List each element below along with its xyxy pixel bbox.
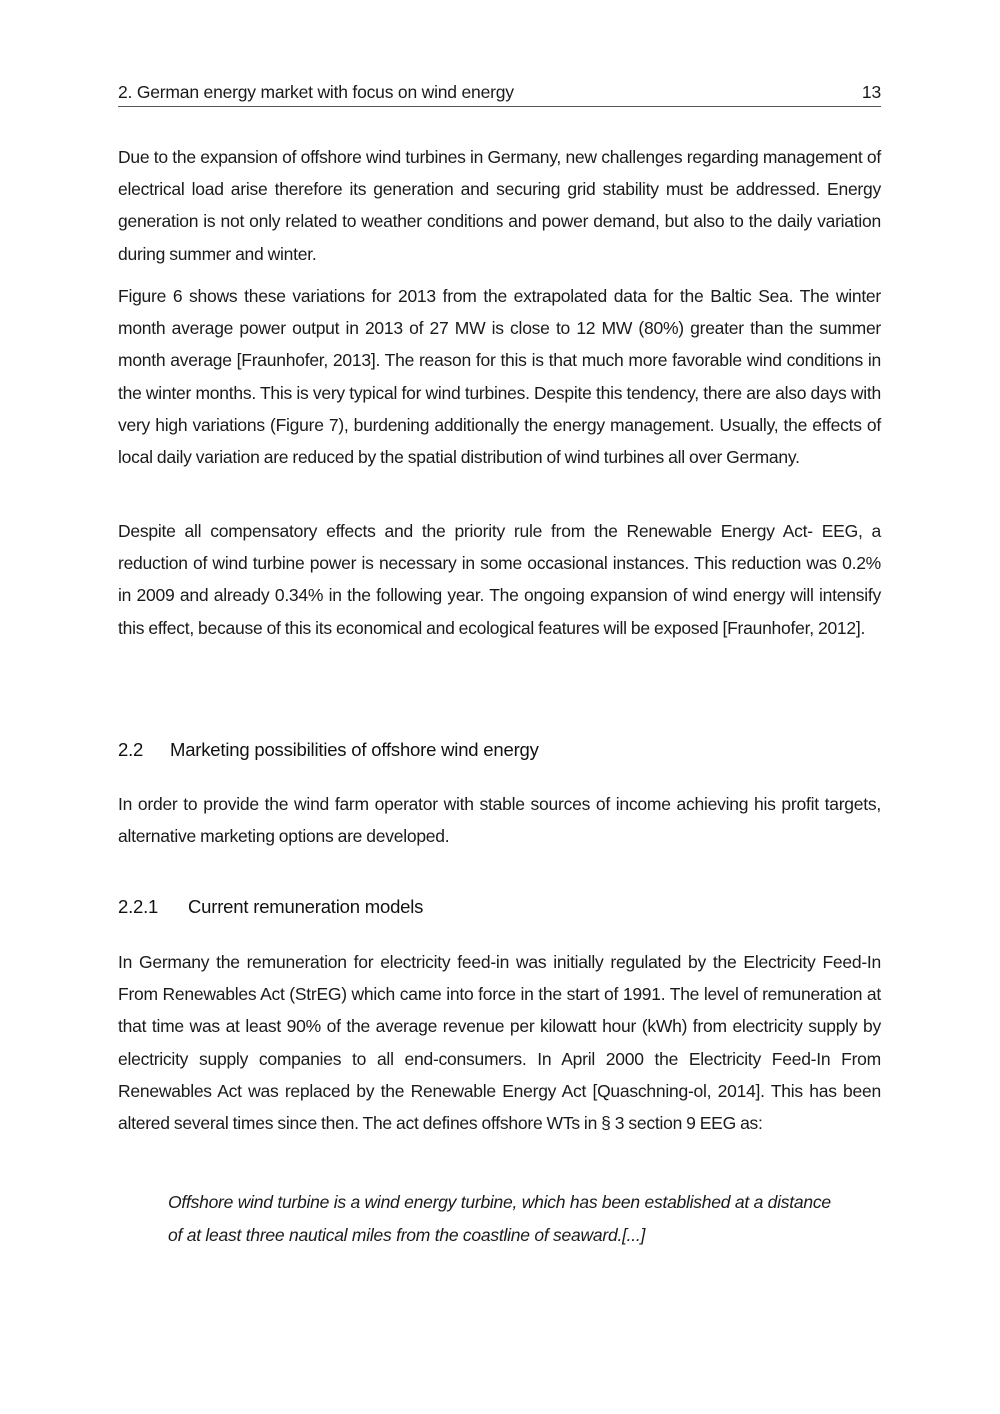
subsection-number: 2.2.1 <box>118 896 159 917</box>
subsection-heading-remuneration <box>118 896 423 918</box>
chapter-title: 2. German energy market with focus on wind energy <box>118 82 514 102</box>
section-title: Marketing possibilities of offshore wind energy <box>170 739 539 760</box>
paragraph-power-reduction: Despite all compensatory effects and the priority rule from the Renewable Energy Act- EEG, a reduction of wind turbine power is necessary in some occasional instances. This reduction was 0.2% in 2009 and already 0.34% in the following year. The ongoing expansion of wind energy will intensify this effect, because of this its economical and ecological features will be exposed [Fraunhofer, 2012]. <box>118 521 881 638</box>
paragraph-marketing-intro: In order to provide the wind farm operator with stable sources of income achieving his profit targets, alternative marketing options are developed. <box>118 794 881 847</box>
legal-definition-quote: Offshore wind turbine is a wind energy turbine, which has been established at a distance of at least three nautical miles from the coastline of seaward.[...] <box>168 1192 831 1245</box>
subsection-title: Current remuneration models <box>188 896 424 917</box>
paragraph-seasonal-variation: Figure 6 shows these variations for 2013 from the extrapolated data for the Baltic Sea. The winter month average power output in 2013 of 27 MW is close to 12 MW (80%) greater than the summer month average [Fraunhofer, 2013]. The reason for this is that much more favorable wind conditions in the winter months. This is very typical for wind turbines. Despite this tendency, there are also days with very high variations (Figure 7), burdening additionally the energy management. Usually, the effects of local daily variation are reduced by the spatial distribution of wind turbines all over Germany. <box>118 286 881 468</box>
section-heading-marketing <box>118 739 539 761</box>
paragraph-expansion-challenges: Due to the expansion of offshore wind turbines in Germany, new challenges regarding management of electrical load arise therefore its generation and securing grid stability must be addressed. Energy generation is not only related to weather conditions and power demand, but also to the daily variation during summer and winter. <box>118 147 881 264</box>
running-header <box>118 80 881 107</box>
page-number: 13 <box>861 82 881 102</box>
paragraph-remuneration-history: In Germany the remuneration for electricity feed-in was initially regulated by the Electricity Feed-In From Renewables Act (StrEG) which came into force in the start of 1991. The level of remuneration at that time was at least 90% of the average revenue per kilowatt hour (kWh) from electricity supply by electricity supply companies to all end-consumers. In April 2000 the Electricity Feed-In From Renewables Act was replaced by the Renewable Energy Act [Quaschning-ol, 2014]. This has been altered several times since then. The act defines offshore WTs in § 3 section 9 EEG as: <box>118 952 881 1134</box>
section-number: 2.2 <box>118 739 144 760</box>
